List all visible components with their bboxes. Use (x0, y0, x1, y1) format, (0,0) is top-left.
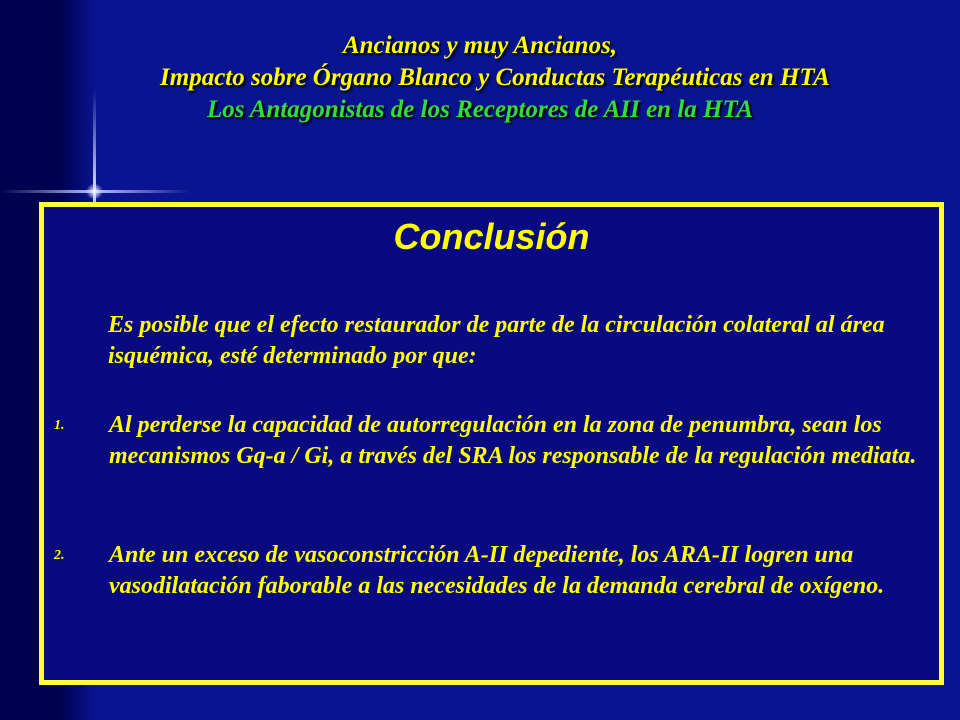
conclusion-frame (39, 202, 944, 685)
slide-title (0, 30, 960, 126)
conclusion-heading: Conclusión (393, 216, 590, 257)
sparkle-star-icon (86, 184, 103, 199)
title-line-2: Impacto sobre Órgano Blanco y Conductas Terapéuticas en HTA (160, 64, 830, 91)
intro-paragraph: Es posible que el efecto restaurador de parte de la circulación colateral al área isquémica, esté determinado por que: (108, 312, 885, 369)
list-item-text: Ante un exceso de vasoconstricción A-II depediente, los ARA-II logren una vasodilatación faborable a las necesidades de la demanda cerebral de oxígeno. (109, 542, 885, 599)
list-item-number: 1. (54, 418, 65, 433)
title-line-1: Ancianos y muy Ancianos, (342, 32, 618, 59)
list-item-text: Al perderse la capacidad de autorregulación en la zona de penumbra, sean los mecanismos Gq-a / Gi, a través del SRA los responsable de la regulación mediata. (109, 412, 917, 469)
list-item-number: 2. (54, 548, 65, 563)
title-line-3: Los Antagonistas de los Receptores de AII en la HTA (206, 96, 754, 123)
